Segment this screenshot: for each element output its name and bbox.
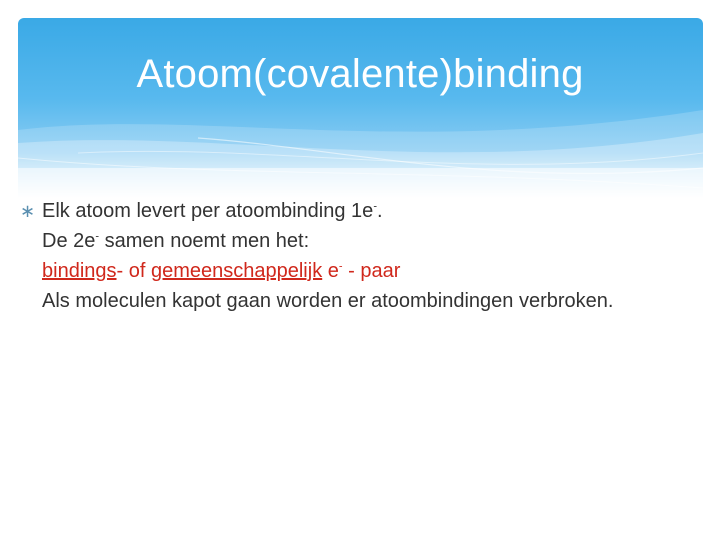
term-bindings: bindings bbox=[42, 260, 117, 282]
body-line-1: Elk atoom levert per atoombinding 1e-. bbox=[42, 200, 383, 222]
slide-body bbox=[20, 196, 660, 316]
wave-decoration bbox=[18, 18, 703, 198]
title-banner bbox=[18, 18, 703, 198]
slide-title: Atoom(covalente)binding bbox=[136, 52, 584, 96]
body-line-2: De 2e- samen noemt men het: bbox=[42, 230, 310, 252]
bullet-item bbox=[20, 196, 660, 316]
asterisk-icon: ∗ bbox=[20, 201, 36, 221]
body-line-3: bindings- of gemeenschappelijk e- - paar bbox=[42, 260, 401, 282]
term-gemeenschappelijk: gemeenschappelijk bbox=[150, 260, 323, 282]
body-line-4: Als moleculen kapot gaan worden er atoombindingen verbroken. bbox=[42, 290, 614, 312]
